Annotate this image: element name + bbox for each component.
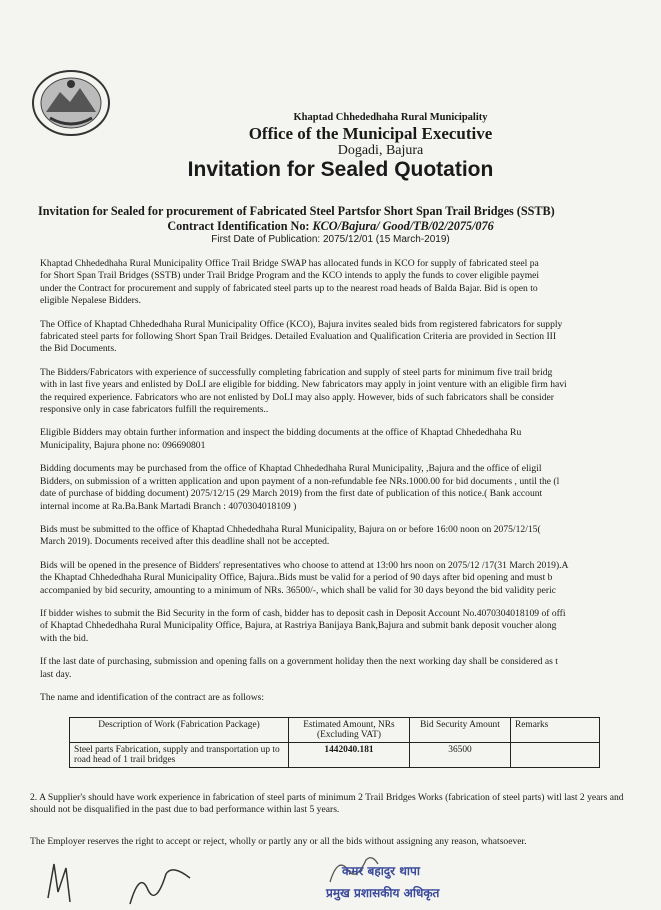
- signature-2-icon: [120, 860, 195, 908]
- table-header-cell: Remarks: [511, 718, 600, 743]
- table-header-cell: Bid Security Amount: [410, 718, 511, 743]
- stamp-designation: प्रमुख प्रशासकीय अधिकृत: [326, 886, 440, 900]
- paragraph-7: Bids will be opened in the presence of Bidders' representatives who choose to attend at 13:00 hrs noon on 2075/12 /17(31 March 2019).A the Khaptad Chhededhaha Rural Municipality Office, Bajura..Bids must be valid for a period of 90 days after bid opening and must b accompanied by bid security, amounting to a minimum of NRs. 36500/-, which shall be valid for 30 days beyond the bid validity peric: [40, 559, 569, 596]
- supplier-note: 2. A Supplier's should have work experience in fabrication of steel parts of minimum 2 Trail Bridges Works (fabrication of steel parts) witl last 2 years and should not be disqualified in the past due to bad performance within last 5 years.: [30, 792, 624, 815]
- paragraph-6: Bids must be submitted to the office of Khaptad Chhededhaha Rural Municipality, Bajura on or before 16:00 noon on 2075/12/15( March 2019). Documents received after this deadline shall not be accepted.: [40, 523, 541, 548]
- table-header-cell: Estimated Amount, NRs (Excluding VAT): [289, 718, 410, 743]
- paragraph-9: If the last date of purchasing, submission and opening falls on a government holiday then the next working day shall be considered as t last day.: [40, 656, 558, 680]
- table-header-row: [70, 718, 600, 743]
- table-cell: 1442040.181: [289, 743, 410, 768]
- table-header-cell: Description of Work (Fabrication Package): [70, 718, 289, 743]
- publication-date: First Date of Publication: 2075/12/01 (15 March-2019): [211, 234, 450, 245]
- stamp-name: कमर बहादुर थापा: [342, 864, 420, 878]
- office-location: Dogadi, Bajura: [337, 143, 424, 158]
- reservation-clause: The Employer reserves the right to accept or reject, wholly or partly any or all the bids without assigning any reason, whatsoever.: [30, 836, 527, 847]
- contract-id-label: Contract Identification No:: [167, 219, 313, 233]
- paragraph-1: Khaptad Chhededhaha Rural Municipality Office Trail Bridge SWAP has allocated funds in KCO for supply of fabricated steel pa for Short Span Trail Bridges (SSTB) under Trail Bridge Program and the KCO intends to apply the funds to cover eligible paymei under the Contract for procurement and supply of fabricated steel parts up to the nearest road heads of Balda Bajar. Bid is open to eligible Nepalese Bidders.: [40, 258, 540, 307]
- page-title: Invitation for Sealed Quotation: [187, 158, 494, 181]
- office-name: Office of the Municipal Executive: [248, 124, 493, 143]
- table-cell: [511, 743, 600, 768]
- municipality-name: Khaptad Chhededhaha Rural Municipality: [293, 112, 488, 123]
- table-cell: 36500: [410, 743, 511, 768]
- paragraph-3: The Bidders/Fabricators with experience of successfully completing fabrication and supply of steel parts for minimum five trail bridg with in last five years and enlisted by DoLI are eligible for bidding. New fabricators may apply in joint venture with an eligible firm havi the required experience. Fabricators who are not enlisted by DoLI may also apply. However, bids of such fabricators shall be consider responsive only in case fabricators fulfill the requirements..: [40, 366, 567, 416]
- paragraph-8: If bidder wishes to submit the Bid Security in the form of cash, bidder has to deposit cash in Deposit Account No.4070304018109 of offi of Khaptad Chhededhaha Rural Municipality Office, Bajura, at Rastriya Banijaya Bank,Bajura and submit bank deposit voucher along with the bid.: [40, 607, 566, 644]
- paragraph-4: Eligible Bidders may obtain further information and inspect the bidding documents at the office of Khaptad Chhededhaha Ru Municipality, Bajura phone no: 096690801: [40, 427, 522, 451]
- paragraph-10: The name and identification of the contract are as follows:: [40, 691, 265, 703]
- signature-1-icon: [40, 858, 80, 908]
- official-stamp: [322, 852, 472, 910]
- notice-body: [40, 258, 661, 715]
- table-cell: Steel parts Fabrication, supply and transportation up to road head of 1 trail bridges: [70, 743, 289, 768]
- table-row: [70, 743, 600, 768]
- contract-id-value: KCO/Bajura/ Good/TB/02/2075/076: [312, 219, 494, 233]
- invitation-subject: Invitation for Sealed for procurement of Fabricated Steel Partsfor Short Span Trail Bridges (SSTB): [38, 204, 555, 218]
- contract-table: [69, 717, 600, 768]
- contract-id: [0, 219, 661, 234]
- paragraph-5: Bidding documents may be purchased from the office of Khaptad Chhededhaha Rural Municipality, ,Bajura and the office of eligil Bidders, on submission of a written application and upon payment of a non-refundable fee NRs.1000.00 for bid documents , until the (l date of purchase of bidding document) 2075/12/15 (29 March 2019) from the first date of publication of this notice.( Bank account internal income at Ra.Ba.Bank Martadi Branch : 4070304018109 ): [40, 463, 560, 512]
- paragraph-2: The Office of Khaptad Chhededhaha Rural Municipality Office (KCO), Bajura invites sealed bids from registered fabricators for supply fabricated steel parts for following Short Span Trail Bridges. Detailed Evaluation and Qualification Criteria are provided in Section III the Bid Documents.: [40, 318, 563, 355]
